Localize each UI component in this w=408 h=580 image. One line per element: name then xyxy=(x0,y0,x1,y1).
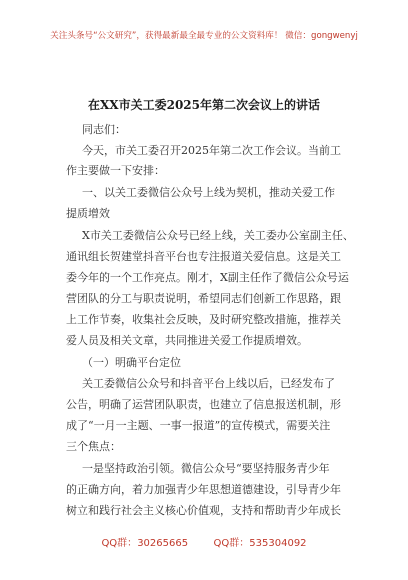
paragraph-line: X市关工委微信公众号已经上线，关工委办公室副主任、 xyxy=(82,229,354,242)
salutation: 同志们： xyxy=(82,123,126,136)
paragraph-line: 通讯组长贺建堂抖音平台也专注报道关爱信息。这是关工 xyxy=(66,250,341,263)
paragraph-line: 爱人员及相关文章，共同推进关爱工作提质增效。 xyxy=(66,334,308,347)
page-header-banner: 关注头条号“公文研究”，获得最新最全最专业的公文资料库！ 微信：gongwenyj xyxy=(50,31,358,41)
paragraph-line: 关工委微信公众号和抖音平台上线以后，已经发布了 xyxy=(82,377,335,390)
paragraph-line: 委今年的一个工作亮点。刚才，X副主任作了微信公众号运 xyxy=(66,271,349,284)
subsection-heading: （一）明确平台定位 xyxy=(82,356,181,369)
paragraph-line: 上工作节奏，收集社会反映，及时研究整改措施，推荐关 xyxy=(66,313,341,326)
page-footer xyxy=(0,534,408,549)
qq-group-2-label: QQ群： xyxy=(213,538,250,549)
document-title: 在XX市关工委2025年第二次会议上的讲话 xyxy=(87,98,321,112)
paragraph-line: 作主要做一下安排： xyxy=(66,164,165,177)
paragraph-line: 三个焦点： xyxy=(66,440,121,453)
section-heading-line: 提质增效 xyxy=(66,207,110,220)
paragraph-line: 一是坚持政治引领。微信公众号“要坚持服务青少年 xyxy=(82,462,330,475)
qq-group-1-label: QQ群： xyxy=(101,538,138,549)
qq-group-1-number: 30265665 xyxy=(137,538,189,549)
paragraph-line: 公告，明确了运营团队职责，也建立了信息报送机制，形 xyxy=(66,398,341,411)
qq-group-2-number: 535304092 xyxy=(249,538,307,549)
paragraph-line: 今天，市关工委召开2025年第二次工作会议。当前工 xyxy=(82,144,341,157)
paragraph-line: 树立和践行社会主义核心价值观，支持和帮助青少年成长 xyxy=(66,504,341,517)
paragraph-line: 营团队的分工与职责说明，希望同志们创新工作思路，跟 xyxy=(66,292,341,305)
paragraph-line: 成了“一月一主题、一事一报道”的宣传模式，需要关注 xyxy=(66,419,331,432)
section-heading-line: 一、以关工委微信公众号上线为契机，推动关爱工作 xyxy=(82,186,335,199)
paragraph-line: 的正确方向，着力加强青少年思想道德建设，引导青少年 xyxy=(66,483,341,496)
